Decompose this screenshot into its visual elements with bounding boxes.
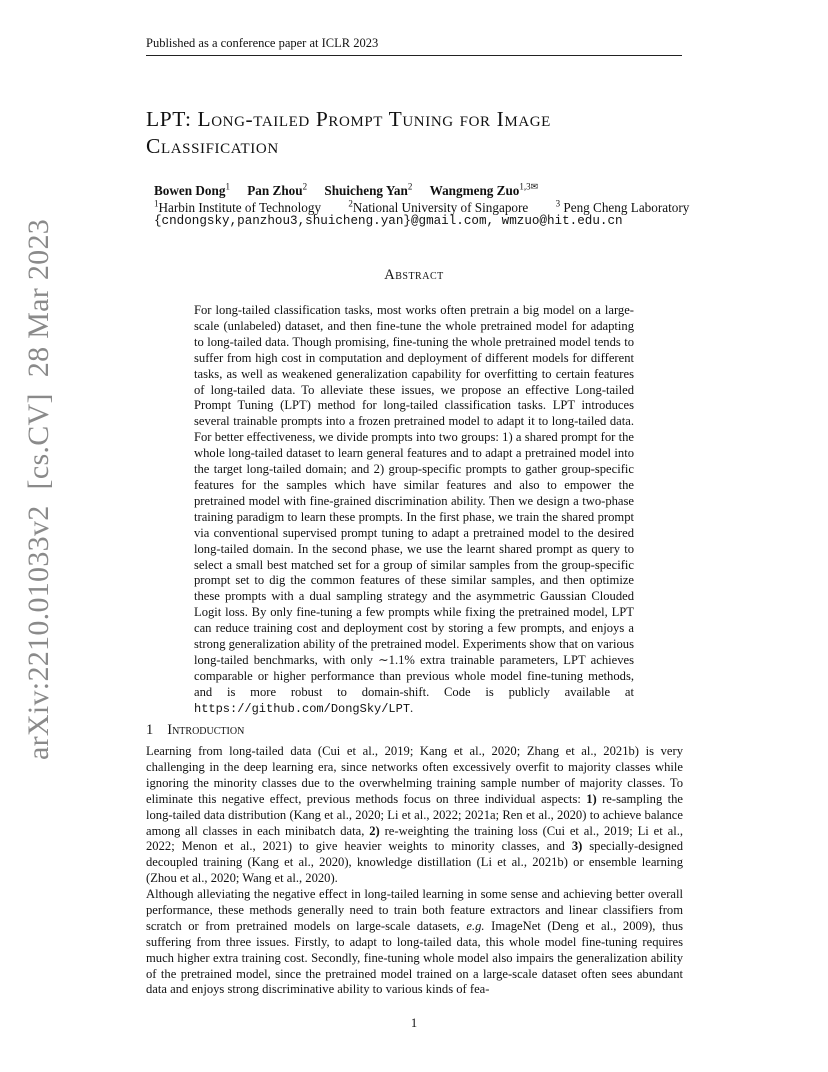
intro-paragraph-1: Learning from long-tailed data (Cui et al., 2019; Kang et al., 2020; Zhang et al., 2021b) is very challenging in the deep learning era, since networks often excessively overfit to majority classes while ignoring the minority classes due to the overwhelming training sample number of majority classes. To eliminate this negative effect, previous methods focus on three individual aspects: 1) re-sampling the long-tailed data distribution (Kang et al., 2020; Li et al., 2022; 2021a; Ren et al., 2020) to achieve balance among all classes in each minibatch data, 2) re-weighting the training loss (Cui et al., 2019; Li et al., 2022; Menon et al., 2021) to give heavier weights to minority classes, and 3) specially-designed decoupled training (Kang et al., 2020), knowledge distillation (Li et al., 2021b) or ensemble learning (Zhou et al., 2020; Wang et al., 2020). (146, 744, 683, 886)
author-list (154, 182, 552, 199)
author: Shuicheng Yan$^2$ (324, 182, 413, 199)
abstract-heading: Abstract (384, 267, 444, 283)
author: Pan Zhou$^2$ (247, 182, 308, 199)
title-line-2: Classification (146, 134, 279, 158)
affiliation: $^1$Harbin Institute of Technology (154, 199, 322, 216)
abstract-body: For long-tailed classification tasks, most works often pretrain a big model on a large-scale (unlabeled) dataset, and then fine-tune the whole pretrained model for adapting to long-tailed data. Though promising, fine-tuning the whole pretrained model tends to suffer from high cost in computation and deployment of different models for different tasks, as well as weakened generalization capability for overfitting to certain features of long-tailed data. To alleviate these issues, we propose an effective Long-tailed Prompt Tuning (LPT) method for long-tailed classification tasks. LPT introduces several trainable prompts into a frozen pretrained model to adapt it to long-tailed data. For better effectiveness, we divide prompts into two groups: 1) a shared prompt for the whole long-tailed dataset to learn general features and to adapt a pretrained model into the target long-tailed domain; and 2) group-specific prompts to gather group-specific features for the samples which have similar features and also to empower the pretrained model with fine-grained discrimination ability. Then we design a two-phase training paradigm to learn these prompts. In the first phase, we train the shared prompt via conventional supervised prompt tuning to adapt a pretrained model to the desired long-tailed domain. In the second phase, we use the learnt shared prompt as query to select a small best matched set for a group of similar samples from the group-specific prompt set to dig the common features of these similar samples, and then optimize these prompts with a dual sampling strategy and the asymmetric Gaussian Clouded Logit loss. By only fine-tuning a few prompts while fixing the pretrained model, LPT can reduce training cost and deployment cost by storing a few prompts, and enjoys a strong generalization ability of the pretrained model. Experiments show that on various long-tailed benchmarks, with only ∼1.1% extra trainable parameters, LPT achieves comparable or higher performance than previous whole model fine-tuning methods, and is more robust to domain-shift. Code is publicly available at https://github.com/DongSky/LPT. (194, 303, 634, 716)
author: Bowen Dong$^1$ (154, 182, 230, 199)
author-emails: {cndongsky,panzhou3,shuicheng.yan}@gmail.com, wmzuo@hit.edu.cn (154, 214, 623, 228)
arxiv-stamp (22, 218, 55, 760)
author: Wangmeng Zuo$^{1,3✉}$ (429, 182, 539, 199)
intro-paragraph-2: Although alleviating the negative effect in long-tailed learning in some sense and achieving better overall performance, these methods generally need to train both feature extractors and linear classifiers from scratch or from pretrained models on large-scale datasets, e.g. ImageNet (Deng et al., 2009), thus suffering from three issues. Firstly, to adapt to long-tailed data, this whole model fine-tuning requires much higher extra training cost. Secondly, fine-tuning whole model also impairs the generalization ability of the pretrained model, since the pretrained model trained on a large-scale dataset often sees abundant data and enjoys strong discriminative ability to various kinds of fea- (146, 887, 684, 997)
page-number: 1 (410, 1016, 418, 1030)
arxiv-date: 28 Mar 2023 (22, 218, 55, 378)
affiliation: $^2$National University of Singapore (348, 199, 529, 216)
running-header: Published as a conference paper at ICLR 2023 (146, 36, 682, 56)
arxiv-id[interactable]: arXiv:2210.01033v2 (22, 505, 55, 760)
section-number: 1 (146, 722, 154, 738)
section-title: Introduction (167, 722, 245, 738)
code-link[interactable]: https://github.com/DongSky/LPT (194, 701, 411, 716)
paper-title (146, 106, 691, 160)
section-heading-introduction (146, 722, 258, 739)
title-line-1: LPT: Long-tailed Prompt Tuning for Image (146, 107, 551, 131)
arxiv-category: [cs.CV] (22, 393, 55, 490)
affiliation: $^3$ Peng Cheng Laboratory (555, 199, 690, 216)
